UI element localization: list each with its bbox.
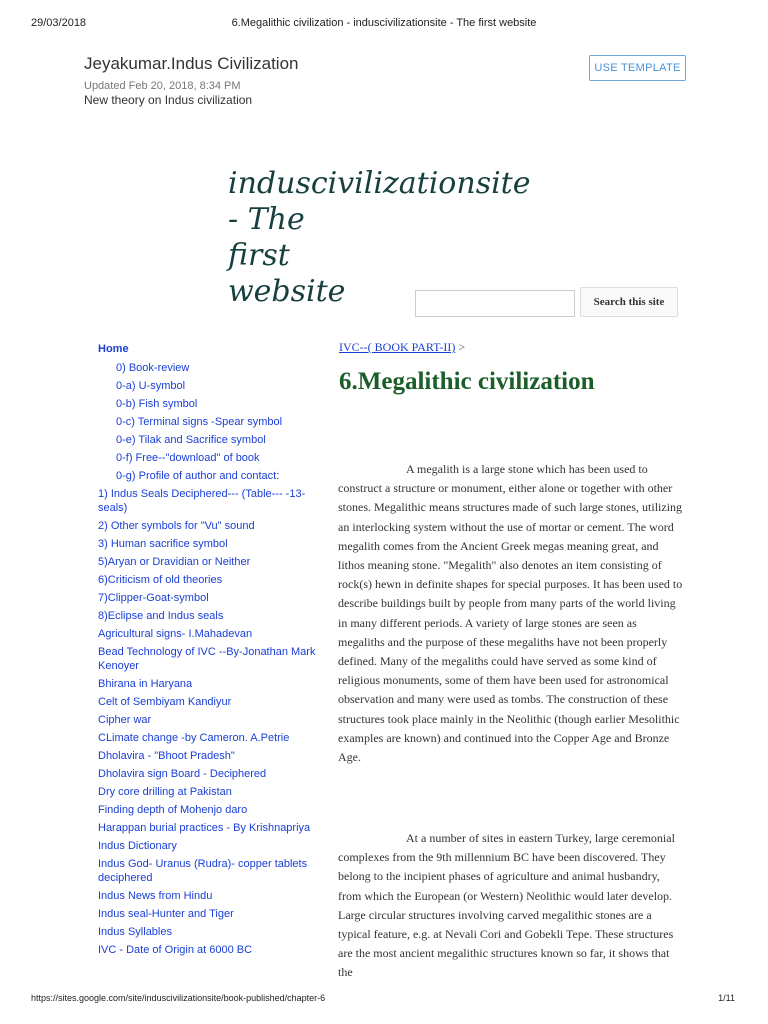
- page-title: 6.Megalithic civilization: [339, 368, 595, 395]
- site-header: [84, 54, 298, 107]
- sidebar-item[interactable]: 8)Eclipse and Indus seals: [98, 610, 224, 622]
- sidebar-item[interactable]: 7)Clipper-Goat-symbol: [98, 592, 209, 604]
- sidebar-item[interactable]: Dholavira - "Bhoot Pradesh": [98, 750, 235, 762]
- sidebar-item[interactable]: CLimate change -by Cameron. A.Petrie: [98, 732, 290, 744]
- sidebar-item[interactable]: 0-e) Tilak and Sacrifice symbol: [116, 434, 266, 446]
- breadcrumb-separator: >: [458, 340, 466, 354]
- use-template-button[interactable]: USE TEMPLATE: [589, 55, 686, 81]
- search-input[interactable]: [415, 290, 575, 317]
- banner-line: induscivilizationsite: [228, 166, 531, 201]
- sidebar-item[interactable]: Dry core drilling at Pakistan: [98, 786, 232, 798]
- sidebar-item[interactable]: 0-b) Fish symbol: [116, 398, 198, 410]
- sidebar-item[interactable]: Bead Technology of IVC --By-Jonathan Mark Kenoyer: [98, 646, 316, 672]
- site-tagline: New theory on Indus civilization: [84, 93, 253, 107]
- banner-line: - The: [228, 202, 305, 237]
- print-page-number: 1/11: [718, 993, 735, 1003]
- breadcrumb-link[interactable]: IVC--( BOOK PART-II): [339, 340, 456, 354]
- sidebar-item[interactable]: Bhirana in Haryana: [98, 678, 193, 690]
- sidebar-item[interactable]: Finding depth of Mohenjo daro: [98, 804, 248, 816]
- sidebar-nav: [98, 342, 318, 961]
- banner-line: first: [228, 238, 290, 273]
- article-paragraph: A megalith is a large stone which has been used to construct a structure or monument, either alone or together with other stones. Megalithic means structures made of such large stones, utilizing an interlocking system without the use of mortar or cement. The word megalith comes from the Ancient Greek megas meaning great, and lithos meaning stone. "Megalith" also denotes an item consisting of rock(s) hewn in definite shapes for special purposes. It has been used to describe buildings built by people from many parts of the world living in many different periods. A variety of large stones are seen as megaliths and the purpose of these megaliths have not been properly defined. Many of the megaliths could have served as some kind of religious monuments, some of them have been used for astronomical observation and many were used as tombs. The construction of these structures took place mainly in the Neolithic (though earlier Mesolithic examples are known) and continued into the Copper Age and Bronze Age.: [338, 462, 683, 765]
- sidebar-item[interactable]: Indus seal-Hunter and Tiger: [98, 908, 234, 920]
- sidebar-item[interactable]: 0-g) Profile of author and contact:: [116, 470, 280, 482]
- sidebar-item[interactable]: Indus News from Hindu: [98, 890, 213, 902]
- sidebar-item-home[interactable]: Home: [98, 343, 129, 355]
- print-date: 29/03/2018: [31, 17, 87, 29]
- site-name[interactable]: Jeyakumar.Indus Civilization: [84, 54, 299, 73]
- sidebar-item[interactable]: Indus Dictionary: [98, 840, 177, 852]
- sidebar-item[interactable]: 5)Aryan or Dravidian or Neither: [98, 556, 251, 568]
- sidebar-item[interactable]: Cipher war: [98, 714, 152, 726]
- print-url: https://sites.google.com/site/induscivilizationsite/book-published/chapter-6: [31, 993, 326, 1003]
- search-button[interactable]: Search this site: [580, 287, 678, 317]
- updated-timestamp: Updated Feb 20, 2018, 8:34 PM: [84, 80, 241, 92]
- site-banner-title[interactable]: [228, 166, 568, 310]
- print-doc-title: 6.Megalithic civilization - induscivilizationsite - The first website: [231, 17, 537, 29]
- sidebar-item[interactable]: Dholavira sign Board - Deciphered: [98, 768, 267, 780]
- sidebar-item[interactable]: Indus God- Uranus (Rudra)- copper tablets deciphered: [98, 858, 308, 884]
- breadcrumb: [339, 340, 465, 355]
- article-paragraph: At a number of sites in eastern Turkey, large ceremonial complexes from the 9th millennium BC have been discovered. They belong to the incipient phases of agriculture and animal husbandry, from which the European (or Western) Neolithic would later develop. Large circular structures involving carved megalithic stones are a typical feature, e.g. at Nevali Cori and Gobekli Tepe. These structures are the most ancient megalithic structures known so far, it shows that the: [338, 831, 675, 980]
- sidebar-item[interactable]: 2) Other symbols for "Vu" sound: [98, 520, 255, 532]
- sidebar-item[interactable]: 1) Indus Seals Deciphered--- (Table--- -13-seals): [98, 488, 306, 514]
- sidebar-item[interactable]: Harappan burial practices - By Krishnapriya: [98, 822, 311, 834]
- sidebar-list: [98, 361, 318, 957]
- sidebar-item[interactable]: Indus Syllables: [98, 926, 172, 938]
- sidebar-item[interactable]: Celt of Sembiyam Kandiyur: [98, 696, 232, 708]
- banner-line: website: [228, 274, 346, 309]
- sidebar-item[interactable]: 0-c) Terminal signs -Spear symbol: [116, 416, 283, 428]
- sidebar-item[interactable]: 6)Criticism of old theories: [98, 574, 223, 586]
- sidebar-item[interactable]: IVC - Date of Origin at 6000 BC: [98, 944, 253, 956]
- sidebar-item[interactable]: 0-f) Free--"download" of book: [116, 452, 260, 464]
- sidebar-item[interactable]: 0) Book-review: [116, 362, 190, 374]
- sidebar-item[interactable]: 0-a) U-symbol: [116, 380, 186, 392]
- sidebar-item[interactable]: Agricultural signs- I.Mahadevan: [98, 628, 253, 640]
- sidebar-item[interactable]: 3) Human sacrifice symbol: [98, 538, 228, 550]
